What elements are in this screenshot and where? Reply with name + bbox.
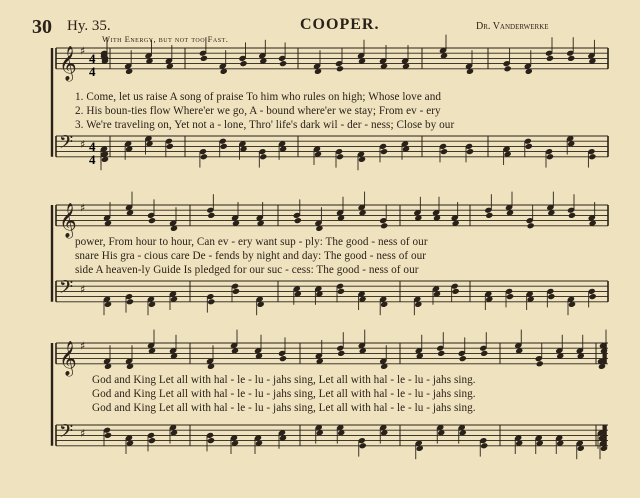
notehead [480,442,488,449]
notehead [220,143,228,150]
lyric-line-3-1: God and King Let all with hal - le - lu - jahs sing, Let all with hal - le - lu - jahs sing. [92,374,476,386]
bass-clef-icon: 𝄢 [59,132,74,158]
treble-clef-icon: 𝄞 [59,202,77,238]
sharp-icon: ♯ [80,44,86,58]
svg-text:4: 4 [89,64,96,79]
notehead [207,298,215,305]
notehead [148,217,156,224]
notehead [546,153,554,160]
sharp-icon: ♯ [80,426,86,440]
lyric-line-2-1: power, From hour to hour, Can ev - ery want sup - ply: The good - ness of our [75,236,428,248]
bass-clef-icon: 𝄢 [59,277,74,303]
sharp-icon: ♯ [80,201,86,215]
notehead [336,153,344,160]
notehead [279,60,287,67]
notehead [294,217,302,224]
treble-staff-1 [56,35,608,82]
notehead [547,293,555,300]
notehead [336,65,344,72]
notehead [480,350,488,357]
bass-staff-1 [56,133,608,171]
notehead [380,222,388,229]
notehead [337,350,345,357]
lyric-line-1-2: 2. His boun-ties flow Where'er we go, A - bound where'er we stay; From ev - ery [75,105,441,117]
notehead [589,293,597,300]
notehead [525,143,533,150]
composer-name: Dr. Vanderwerke [476,21,549,32]
bass-staff-3 [56,422,608,460]
lyric-line-3-2: God and King Let all with hal - le - lu - jahs sing, Let all with hal - le - lu - jahs sing. [92,388,476,400]
notehead [527,222,535,229]
notehead [239,60,247,67]
sharp-icon: ♯ [80,339,86,353]
notehead [380,148,388,155]
notehead [567,55,575,62]
treble-clef-icon: 𝄞 [59,340,77,376]
lyric-line-1-3: 3. We're traveling on, Yet not a - lone, Thro' life's dark wil - der - ness; Close by our [75,119,455,131]
notehead [207,212,215,219]
lyric-line-2-3: side A heaven-ly Guide Is pledged for our suc - cess: The good - ness of our [75,264,419,276]
notehead [568,212,576,219]
notehead [546,55,554,62]
lyric-line-3-3: God and King Let all with hal - le - lu - jahs sing, Let all with hal - le - lu - jahs sing. [92,402,476,414]
sharp-icon: ♯ [80,137,86,151]
notehead [440,148,448,155]
notehead [200,55,208,62]
svg-text:4: 4 [89,139,96,154]
svg-text:4: 4 [89,152,96,167]
notehead [437,350,445,357]
tune-name: COOPER. [300,16,380,33]
notehead [459,355,467,362]
notehead [485,212,493,219]
time-signature-bass [89,139,96,167]
treble-staff-2 [56,192,608,239]
notehead [148,437,156,444]
notehead [166,143,174,150]
notehead [232,288,240,295]
notehead [506,293,514,300]
time-signature-treble [89,51,96,79]
notehead [279,355,287,362]
lyric-line-1-1: 1. Come, let us raise A song of praise To him who rules on high; Whose love and [75,91,441,103]
notehead [104,432,112,439]
tempo-marking: With Energy, but not too Fast. [102,34,229,44]
notehead [337,288,345,295]
notehead [504,65,512,72]
hymn-number: Hy. 35. [67,18,111,34]
notehead [207,437,215,444]
notehead [126,298,134,305]
lyric-line-2-2: snare His gra - cious care De - fends by night and day: The good - ness of our [75,250,427,262]
notehead [588,153,596,160]
notehead [259,153,267,160]
notehead [359,442,367,449]
sharp-icon: ♯ [80,282,86,296]
svg-text:4: 4 [89,51,96,66]
bass-clef-icon: 𝄢 [59,421,74,447]
notehead [466,148,474,155]
bass-staff-2 [56,278,608,316]
notehead [452,288,460,295]
page-number: 30 [32,16,52,38]
notehead [200,153,208,160]
notehead [536,360,544,367]
treble-clef-icon: 𝄞 [59,45,77,81]
treble-staff-3 [56,330,608,377]
